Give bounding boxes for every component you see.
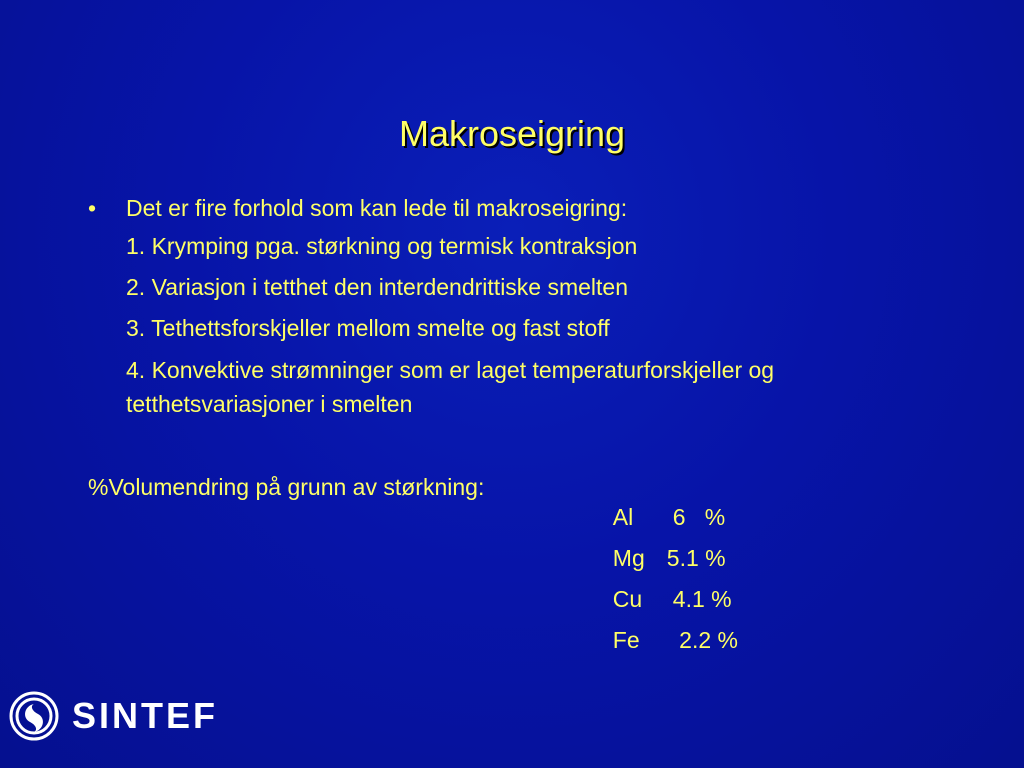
list-item-2: 2. Variasjon i tetthet den interdendrittiske smelten <box>126 274 629 300</box>
sintef-logo-text: SINTEF <box>72 695 219 736</box>
bullet-text: Det er fire forhold som kan lede til makroseigring: <box>126 195 628 221</box>
metal-row-fe <box>600 595 738 655</box>
metal-symbol: Mg <box>612 545 645 571</box>
metal-symbol: Al <box>612 504 634 530</box>
metal-value: 2.2 % <box>672 627 738 653</box>
metal-value: 5.1 % <box>666 545 726 571</box>
sintef-logo-icon <box>8 688 64 744</box>
metal-value: 4.1 % <box>672 586 732 612</box>
slide-title: Makroseigring <box>398 113 626 154</box>
list-item-3: 3. Tethettsforskjeller mellom smelte og fast stoff <box>126 315 610 341</box>
metal-symbol: Cu <box>612 586 643 612</box>
volume-change-label: %Volumendring på grunn av størkning: <box>88 474 485 500</box>
list-item-4: 4. Konvektive strømninger som er laget temperaturforskjeller og tetthetsvariasjoner i smelten <box>126 357 775 417</box>
sintef-logo <box>8 688 248 744</box>
bullet-symbol: • <box>88 195 97 221</box>
metal-value: 6 % <box>672 504 726 530</box>
metal-symbol: Fe <box>612 627 640 653</box>
list-item-1: 1. Krymping pga. størkning og termisk kontraksjon <box>126 233 638 259</box>
